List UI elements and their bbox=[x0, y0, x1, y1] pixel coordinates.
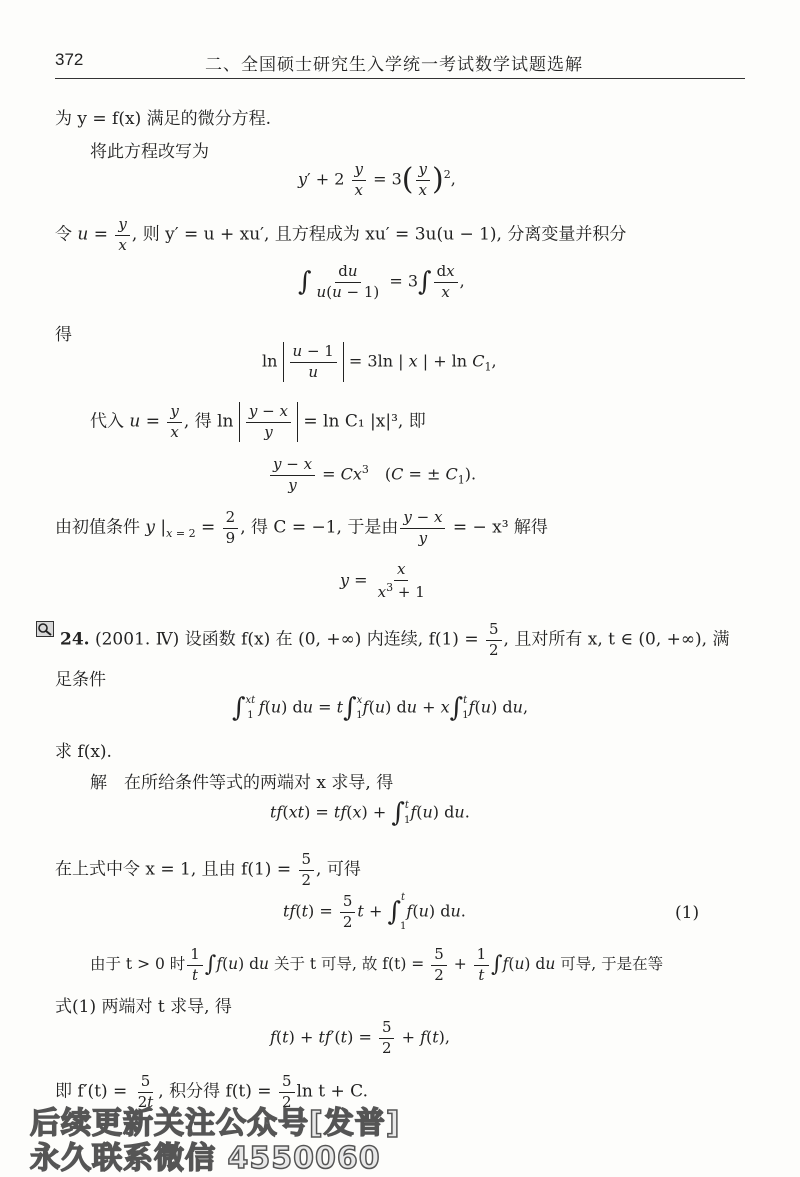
equation-condition: ∫$^{xt}$1 f(u) du = t∫$^x$1f(u) du + x∫$^t$1f(u) du, bbox=[232, 693, 529, 723]
equation-solution: y = $\frac{x}{x^3 + 1}$ bbox=[340, 560, 425, 601]
equation-1: tf(t) = $\frac{5}{2}$ t + ∫$^t$1f(u) du. bbox=[283, 892, 466, 932]
equation-cx3: $\frac{y - x}{y}$ = $Cx^3$ (C = ± $C_1$). bbox=[268, 455, 476, 495]
text-line-12: 式(1) 两端对 t 求导, 得 bbox=[55, 997, 232, 1017]
equation-integral: ∫ $\frac{du}{u(u - 1)}$ = 3∫ $\frac{dx}{x}$ , bbox=[298, 262, 465, 301]
text-line-3: 令 u = $\frac{y}{x}$ , 则 y′ = u + xu′, 且方程成为 xu′ = 3u(u − 1), 分离变量并积分 bbox=[55, 215, 627, 254]
text-line-10: 在上式中令 x = 1, 且由 f(1) = $\frac{5}{2}$ , 可得 bbox=[55, 850, 361, 889]
equation-derivative: tf(xt) = tf(x) + ∫$^t$1f(u) du. bbox=[270, 798, 470, 828]
text-line-5: 代入 u = $\frac{y}{x}$ , 得 ln $\frac{y - x}{y}$ = ln C₁ |x|³, 即 bbox=[90, 402, 426, 441]
header-title: 二、全国硕士研究生入学统一考试数学试题选解 bbox=[205, 55, 583, 75]
equation-label: (1) bbox=[675, 903, 700, 923]
watermark-line-2: 永久联系微信 4550060 bbox=[30, 1141, 381, 1176]
magnifier-icon bbox=[36, 621, 54, 637]
text-line-9: 解 在所给条件等式的两端对 x 求导, 得 bbox=[90, 773, 394, 793]
text-line-6: 由初值条件 y $|_{x = 2}$ = $\frac{2}{9}$ , 得 C = −1, 于是由 $\frac{y - x}{y}$ = − x³ 解得 bbox=[55, 508, 548, 547]
watermark-line-1: 后续更新关注公众号[发普] bbox=[30, 1106, 401, 1141]
text-line-13: 即 f′(t) = $\frac{5}{2t}$ , 积分得 f(t) = $\frac{5}{2}$ ln t + C. bbox=[55, 1072, 368, 1111]
text-line-11: 由于 t > 0 时 $\frac{1}{t}$ ∫f(u) du 关于 t 可导, 故 f(t) = $\frac{5}{2}$ + $\frac{1}{t}$ ∫f(u) du 可导, 于是在等 bbox=[90, 945, 664, 984]
question-number: 24. bbox=[60, 629, 90, 650]
question-24: 24. (2001. Ⅳ) 设函数 f(x) 在 (0, +∞) 内连续, f(1) = $\frac{5}{2}$ , 且对所有 x, t ∈ (0, +∞), 满 bbox=[60, 620, 730, 659]
equation-ode-t: f(t) + tf′(t) = $\frac{5}{2}$ + f(t), bbox=[270, 1018, 450, 1057]
page-header bbox=[55, 40, 745, 79]
text-line-4: 得 bbox=[55, 325, 72, 345]
text-line-2: 将此方程改写为 bbox=[90, 142, 209, 162]
text-line-1: 为 y = f(x) 满足的微分方程. bbox=[55, 109, 272, 129]
equation-log: ln $\frac{u - 1}{u}$ = 3ln | x | + $\ln C_1$, bbox=[262, 342, 497, 381]
text-line-7: 足条件 bbox=[55, 670, 106, 690]
equation-ode: y′ + 2 $\frac{y}{x}$ = 3( $\frac{y}{x}$ )$^2$, bbox=[298, 160, 456, 199]
page-number: 372 bbox=[55, 50, 84, 69]
text-line-8: 求 f(x). bbox=[55, 742, 112, 762]
